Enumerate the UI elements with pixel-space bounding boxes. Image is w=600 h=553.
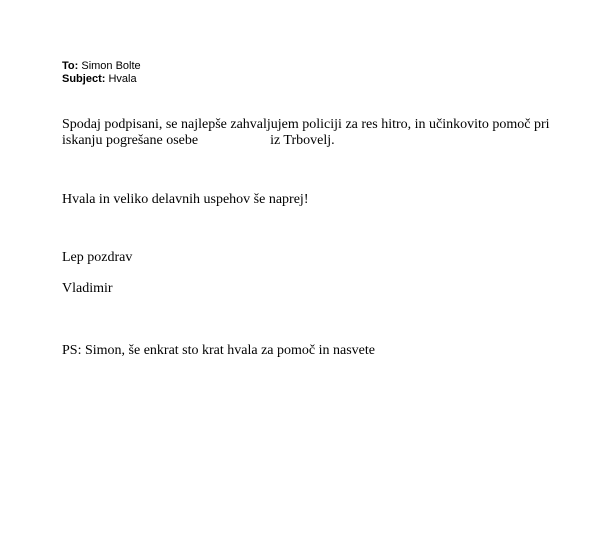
paragraph-1-line-2-end: iz Trbovelj. <box>270 133 335 148</box>
to-label: To: <box>62 60 79 72</box>
to-value: Simon Bolte <box>81 60 141 72</box>
thanks-line: Hvala in veliko delavnih uspehov še naprej! <box>62 192 309 207</box>
paragraph-1-line-2-start: iskanju pogrešane osebe <box>62 133 199 148</box>
subject-value: Hvala <box>108 73 137 85</box>
subject-label: Subject: <box>62 73 106 85</box>
paragraph-1-line-2 <box>62 133 335 149</box>
to-line <box>62 60 141 73</box>
greeting-line: Lep pozdrav <box>62 250 133 265</box>
postscript-line: PS: Simon, še enkrat sto krat hvala za pomoč in nasvete <box>62 343 375 358</box>
paragraph-1-line-1: Spodaj podpisani, se najlepše zahvaljujem policiji za res hitro, in učinkovito pomoč pri <box>62 117 550 132</box>
signature-line: Vladimir <box>62 281 113 296</box>
subject-line <box>62 73 137 86</box>
